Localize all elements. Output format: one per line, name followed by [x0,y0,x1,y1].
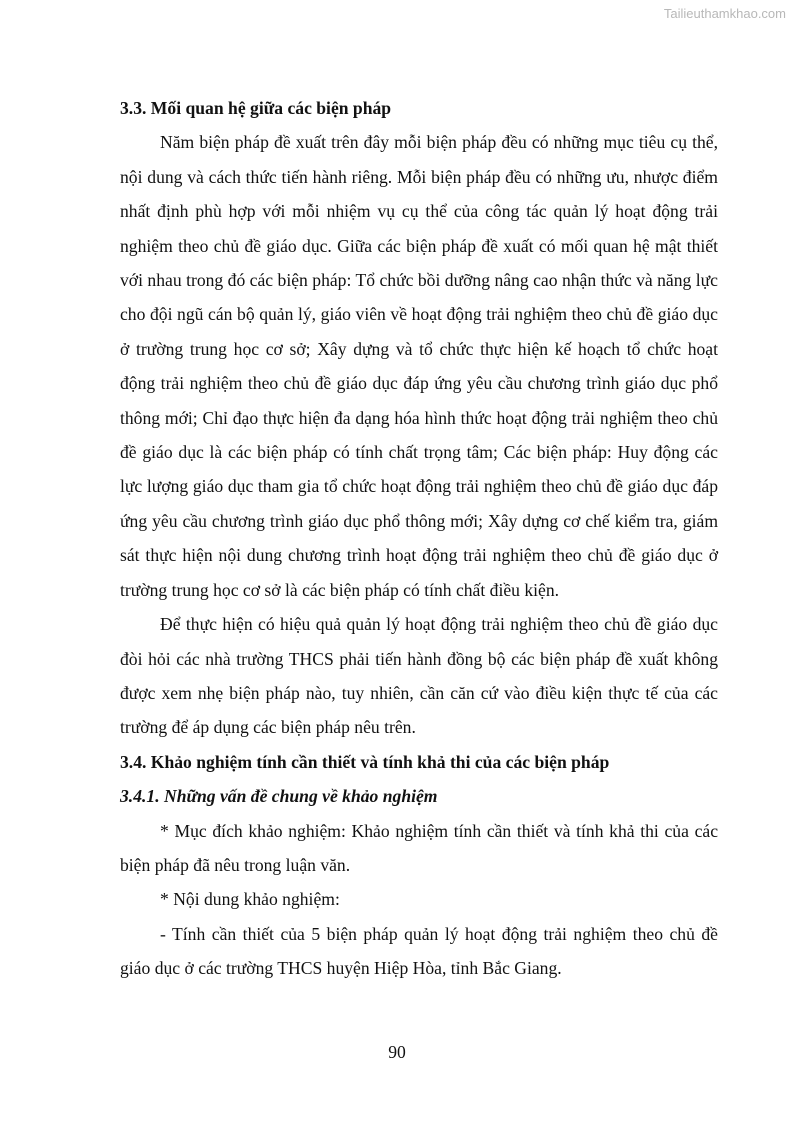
section-3-4-heading: 3.4. Khảo nghiệm tính cần thiết và tính khả thi của các biện pháp [120,751,610,772]
paragraph: * Mục đích khảo nghiệm: Khảo nghiệm tính cần thiết và tính khả thi của các biện pháp đã nêu trong luận văn. [120,820,718,875]
paragraph: * Nội dung khảo nghiệm: [160,889,340,910]
paragraph: Để thực hiện có hiệu quả quản lý hoạt động trải nghiệm theo chủ đề giáo dục đòi hỏi các nhà trường THCS phải tiến hành đồng bộ các biện pháp đề xuất không được xem nhẹ biện pháp nào, tuy nhiên, cần căn cứ vào điều kiện thực tế của các trường để áp dụng các biện pháp nêu trên. [120,614,718,738]
page-number: 90 [388,1042,406,1062]
document-body [120,91,718,986]
paragraph: Năm biện pháp đề xuất trên đây mỗi biện pháp đều có những mục tiêu cụ thể, nội dung và cách thức tiến hành riêng. Mỗi biện pháp đều có những ưu, nhược điểm nhất định phù hợp với mỗi nhiệm vụ cụ thể của công tác quản lý hoạt động trải nghiệm theo chủ đề giáo dục. Giữa các biện pháp đề xuất có mối quan hệ mật thiết với nhau trong đó các biện pháp: Tổ chức bồi dưỡng nâng cao nhận thức và năng lực cho đội ngũ cán bộ quản lý, giáo viên về hoạt động trải nghiệm theo chủ đề giáo dục ở trường trung học cơ sở; Xây dựng và tổ chức thực hiện kế hoạch tổ chức hoạt động trải nghiệm theo chủ đề giáo dục đáp ứng yêu cầu chương trình giáo dục phổ thông mới; Chỉ đạo thực hiện đa dạng hóa hình thức hoạt động trải nghiệm theo chủ đề giáo dục là các biện pháp có tính chất trọng tâm; Các biện pháp: Huy động các lực lượng giáo dục tham gia tổ chức hoạt động trải nghiệm theo chủ đề giáo dục đáp ứng yêu cầu chương trình giáo dục phổ thông mới; Xây dựng cơ chế kiểm tra, giám sát thực hiện nội dung chương trình hoạt động trải nghiệm theo chủ đề giáo dục ở trường trung học cơ sở là các biện pháp có tính chất điều kiện. [120,132,718,600]
section-3-4-1-subheading: 3.4.1. Những vấn đề chung về khảo nghiệm [120,786,438,807]
section-3-3-heading: 3.3. Mối quan hệ giữa các biện pháp [120,98,392,118]
paragraph: - Tính cần thiết của 5 biện pháp quản lý hoạt động trải nghiệm theo chủ đề giáo dục ở các trường THCS huyện Hiệp Hòa, tỉnh Bắc Giang. [120,923,718,979]
watermark: Tailieuthamkhao.com [663,6,786,21]
